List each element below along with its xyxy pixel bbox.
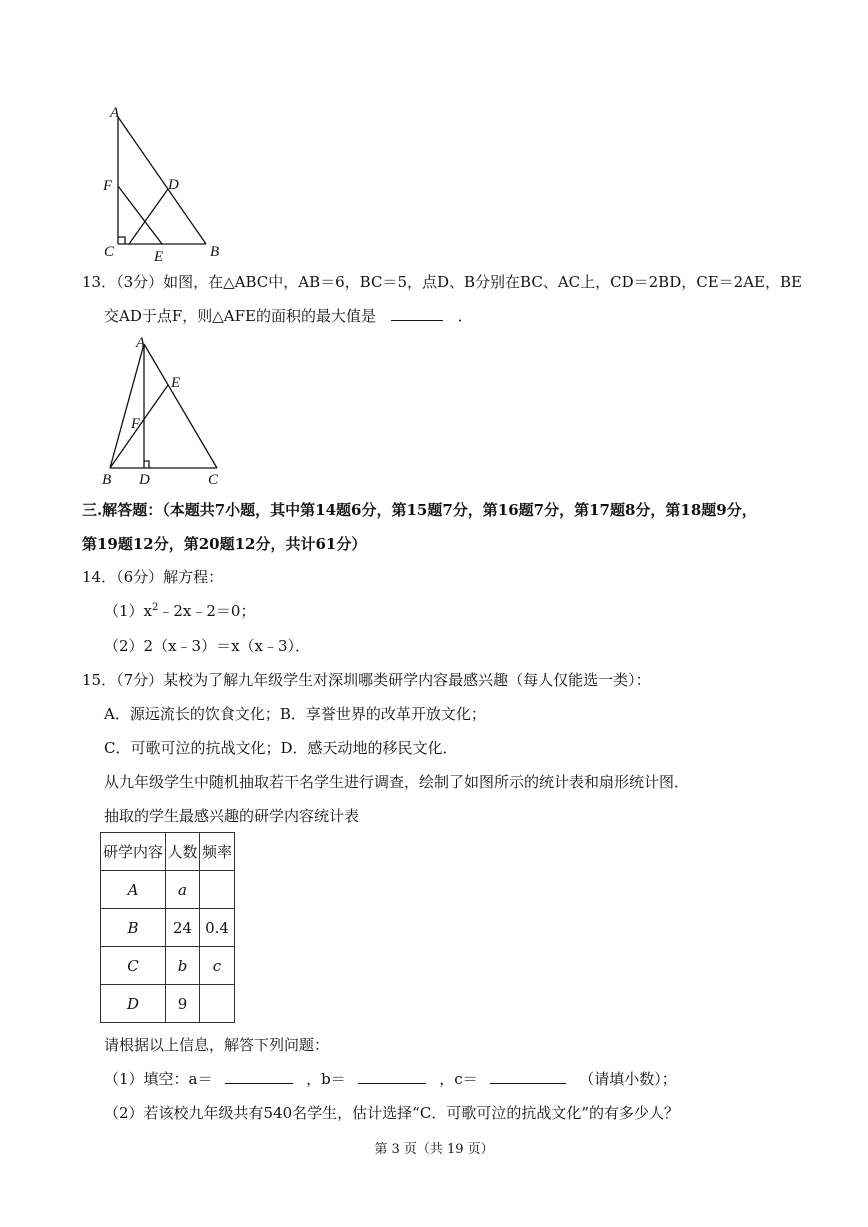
q15-option-cd: C．可歌可泣的抗战文化；D．感天动地的移民文化． [104,739,458,757]
page-footer: 第 3 页（共 19 页） [374,1142,494,1157]
label-c: C [208,472,219,488]
q14-eq1-prefix: （1）x [104,602,153,620]
q15-title: 15．（7分）某校为了解九年级学生对深圳哪类研学内容最感兴趣（每人仅能选一类）： [82,671,651,689]
q14-eq2: （2）2（x﹣3）＝x（x﹣3）． [104,637,311,655]
table-row [101,871,235,909]
q14-eq1-exponent: 2 [152,602,159,613]
label-b: B [102,472,112,488]
header-cell: 频率 [200,833,235,871]
table-header-row [101,833,235,871]
table-cell [200,985,235,1023]
label-d: D [168,177,179,193]
q15-sub1-b-label: ，b＝ [306,1070,346,1088]
table-cell [200,871,235,909]
q14-title: 14．（6分）解方程： [82,568,224,586]
header-cell: 研学内容 [101,833,166,871]
q15-description: 从九年级学生中随机抽取若干名学生进行调查，绘制了如图所示的统计表和扇形统计图． [104,773,690,791]
table-cell: B [101,909,166,947]
table-cell: b [166,947,200,985]
section3-line1: 三.解答题：（本题共7小题，其中第14题6分，第15题7分，第16题7分，第17题8分，第18题9分， [82,501,757,519]
q15-sub1 [104,1068,677,1089]
q15-sub1-note: （请填小数）； [579,1070,677,1088]
q13-line2-suffix: ． [457,307,473,325]
label-a: A [110,105,120,121]
table-row [101,985,235,1023]
label-d: D [139,472,150,488]
q15-prompt: 请根据以上信息，解答下列问题： [104,1036,330,1054]
figure-triangle-abc [96,332,236,490]
q15-sub1-prefix: （1）填空：a＝ [104,1070,213,1088]
q13-line2 [104,305,473,326]
header-cell: 人数 [166,833,200,871]
table-cell: 0.4 [200,909,235,947]
q15-table-title: 抽取的学生最感兴趣的研学内容统计表 [104,807,360,825]
table-cell: D [101,985,166,1023]
stats-table [100,832,235,1023]
table-cell: A [101,871,166,909]
table-cell: C [101,947,166,985]
label-f: F [103,178,113,194]
label-c: C [104,244,115,260]
label-b: B [210,244,220,260]
label-a: A [136,335,146,351]
section3-line2: 第19题12分，第20题12分，共计61分） [82,535,367,553]
table-row [101,947,235,985]
q14-eq1-suffix: ﹣2x﹣2＝0； [158,602,256,620]
q15-sub1-c-label: ，c＝ [439,1070,478,1088]
table-cell: 9 [166,985,200,1023]
table-row [101,909,235,947]
q13-line2-prefix: 交AD于点F，则△AFE的面积的最大值是 [104,307,376,325]
label-e: E [171,375,181,391]
table-cell: 24 [166,909,200,947]
figure-triangle-acb [96,100,236,268]
q15-sub2: （2）若该校九年级共有540名学生，估计选择“C．可歌可泣的抗战文化”的有多少人？ [104,1104,679,1122]
label-e: E [154,249,164,265]
q13-line1: 13．（3分）如图，在△ABC中，AB＝6，BC＝5，点D、B分别在BC、AC上，CD＝2BD，CE＝2AE，BE [82,273,802,291]
table-cell: c [200,947,235,985]
answer-blank-q13[interactable] [391,306,443,321]
q14-eq1 [104,600,255,621]
answer-blank-b[interactable] [358,1069,426,1084]
answer-blank-c[interactable] [490,1069,566,1084]
answer-blank-a[interactable] [225,1069,293,1084]
label-f: F [131,416,141,432]
q15-option-ab: A．源远流长的饮食文化；B．享誉世界的改革开放文化； [104,705,486,723]
table-cell: a [166,871,200,909]
